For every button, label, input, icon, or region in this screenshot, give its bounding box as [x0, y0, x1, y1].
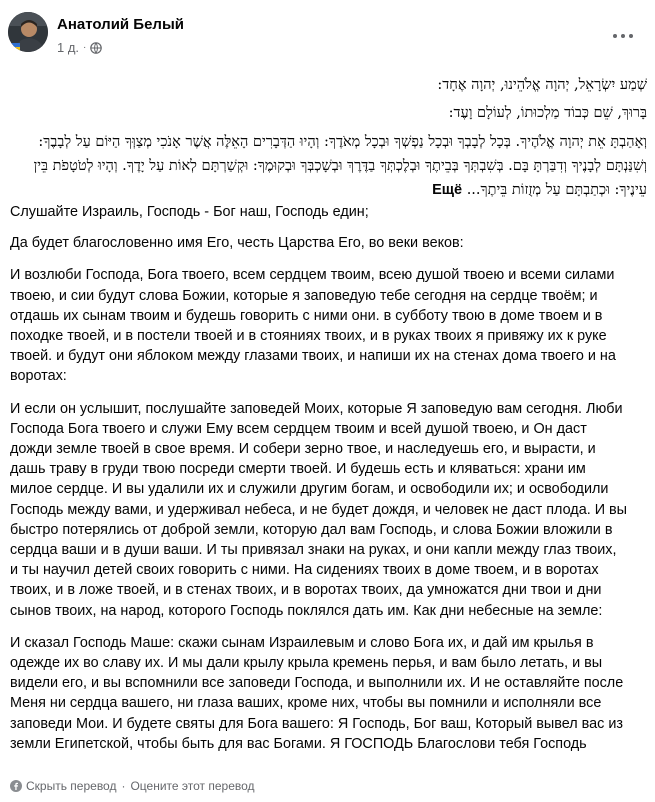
- globe-icon[interactable]: [90, 42, 102, 54]
- hide-translation-link[interactable]: Скрыть перевод: [26, 779, 117, 793]
- post-meta: [57, 40, 102, 55]
- more-dot-icon: [613, 34, 617, 38]
- meta-separator: ·: [83, 42, 87, 53]
- author-name[interactable]: Анатолий Белый: [57, 16, 184, 33]
- post-time[interactable]: 1 д.: [57, 40, 80, 55]
- hebrew-line: [10, 178, 647, 202]
- facebook-icon: [10, 780, 22, 792]
- hebrew-text: [10, 72, 647, 202]
- avatar-image: [8, 12, 48, 52]
- hebrew-line: וְאָהַבְתָּ אֵת יְהוָה אֱלֹהֶיךָ. בְּכָל לְבָבְךָ וּבְכָל נַפְשְׁךָ וּבְכָל מְאֹדֶךָ: וְהָיוּ הַדְּבָרִים הָאֵלֶּה אֲשֶׁר אָנֹכִי מְצַוְּךָ הַיּוֹם עַל לְבָבֶךָ:: [38, 134, 647, 150]
- translation-paragraph: Слушайте Израиль, Господь - Бог наш, Господь един;: [10, 204, 369, 220]
- post-header: [0, 0, 655, 70]
- hebrew-line: בָּרוּךְ, שֵׁם כְּבוֹד מַלְכוּתוֹ, לְעוֹלָם וָעֶד:: [448, 105, 647, 121]
- avatar[interactable]: [8, 12, 48, 52]
- more-options-button[interactable]: [609, 26, 637, 46]
- hebrew-line: שְׁמַע יִשְׂרָאֵל, יְהוָה אֱלֹהֵינוּ, יְהוָה אֶחָד:: [437, 77, 647, 93]
- hebrew-line: וְשִׁנַּנְתָּם לְבָנֶיךָ וְדִבַּרְתָּ בָּם. בְּשִׁבְתְּךָ בְּבֵיתֶךָ וּבְלֶכְתְּךָ בַדֶּרֶךְ וּבְשָׁכְבְּךָ וּבְקוּמֶךָ: וּקְשַׁרְתָּם לְאוֹת עַל יָדֶךָ. וְהָיוּ לְטֹטָפֹת בֵּין: [33, 158, 647, 174]
- hebrew-line-text: עֵינֶיךָ: וּכְתַבְתָּם עַל מְזֻזוֹת בֵּיתֶךָ...: [466, 182, 647, 198]
- footer-separator: ·: [121, 779, 126, 793]
- more-dot-icon: [621, 34, 625, 38]
- translation-paragraph: Да будет благословенно имя Его, честь Царства Его, во веки веков:: [10, 235, 464, 252]
- see-more-link[interactable]: Ещё: [432, 182, 463, 198]
- translation-paragraph: И если он услышит, послушайте заповедей Моих, которые Я заповедую вам сегодня. Люби Господа Бога твоего и служи Ему всем сердцем твоим и всей душой твоею, и Он даст дожди земле твоей в свое время. И собери зерно твое, и наследуешь его, и вырасти, и дашь траву в груди твою посреди смерти твоей. И будешь есть и кляваться: храни им милое сердце. И вы удалили их и служили другим богам, и освободили их; и освободили Господь между вами, и удерживал небеса, и не будет дождя, и человек не даст плода. И вы быстро потерялись от доброй земли, которую дал вам Господь, и слова Божии вложили в сердца ваши и в души ваши. И ты привязал знаки на руках, и они капли между глаз твоих, и ты научил детей своих говорить с ними. На сидениях твоих в доме твоем, и в воротах твоих, и в ложе твоей, и в стенах твоих, и в воротах твоих, да умножатся дни твои и дни сынов твоих, на народ, которого Господь поклялся дать им. Как дни небесные на земле:: [10, 400, 628, 619]
- translation-footer: [10, 779, 255, 793]
- translation-paragraph: И возлюби Господа, Бога твоего, всем сердцем твоим, всею душой твоею и всеми силами твоею, и сии будут слова Божии, которые я заповедую тебе сегодня на сердце твоём; и отдашь их сынам твоим и будешь говорить с ними они. в субботу твою в доме твоем и в походке твоей, и в постели твоей и в стояниях твоих, и в руках твоих я привяжу их к руке твоей. и будут они яблоком между глазами твоих, и напиши их на стенах дома твоего и на воротах:: [10, 267, 616, 385]
- rate-translation-link[interactable]: Оцените этот перевод: [130, 779, 255, 793]
- more-dot-icon: [629, 34, 633, 38]
- translation-paragraph: И сказал Господь Маше: скажи сынам Израилевым и слово Бога их, и дай им крылья в одежде их во славу их. И мы дали крылу крыла кремень перья, и вам было летать, и вы видели его, и вы вспомнили все заповеди Господа, и выполнили их. И не оставляйте после Меня ни сердца вашего, ни глаза ваших, кроме них, чтобы вы помнили и исполняли все заповеди Мои. И будете святы для Бога вашего: Я Господь, Бог ваш, Который вывел вас из земли Египетской, чтобы быть для вас Богами. Я ГОСПОДЬ Благослови тебя Господь: [10, 634, 624, 752]
- translated-text: [10, 202, 628, 766]
